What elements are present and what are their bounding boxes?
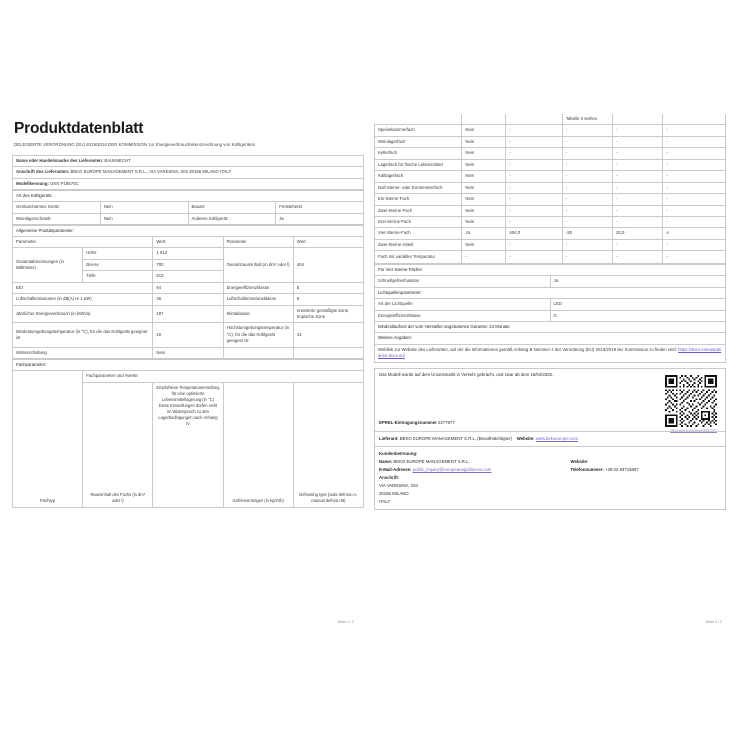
light-section: Lichtquellenparameter: [375,287,726,298]
three-star-volume: - [506,216,562,227]
customer-support-box [374,447,726,511]
noise-class-value: E [293,294,363,305]
table-row [375,114,726,125]
zero-star-freeze: - [613,182,663,193]
chill-temp: - [562,171,612,182]
table3-blank-5 [663,114,726,125]
two-star-section-defrost: - [663,239,726,250]
chill-present: Nein [462,171,506,182]
table-row [375,344,726,362]
table-row [13,213,364,224]
low-noise-value: Nein [100,202,188,213]
cellar-present: Nein [462,148,506,159]
three-star-defrost: - [663,216,726,227]
energy-class-value: E [293,282,363,293]
winter-setting-value: Nein [153,347,223,358]
general-parameters-table [12,225,364,360]
low-noise-label: Geräuscharmes Gerät: [13,202,101,213]
four-star-section: Für Vier-Sterne-Fächer [375,264,726,275]
two-star-section-temp: - [562,239,612,250]
variable-temp-label: Fach mit variabler Temperatur [375,251,462,264]
chill-freeze: - [613,171,663,182]
support-address-line-2: 20156 MILANO [379,491,409,497]
table-row [375,159,726,170]
variable-temp-temp: - [562,251,612,264]
table-row [13,155,364,166]
model-value: GKN P19570C [50,180,79,186]
supplier-address-cell [13,167,364,178]
two-star-freeze: - [613,205,663,216]
noise-value: 36 [153,294,223,305]
max-temp-label: Höchstumgebungstemperatur (in °C), für die das Kühlgerät geeignet ist [223,323,293,347]
light-type-label: Art der Lichtquelle [375,299,551,310]
support-email-label: E-Mail-Adresse: [379,466,412,472]
table-row [375,239,726,250]
wine-present: Nein [462,136,506,147]
variable-temp-present: - [462,251,506,264]
fast-freeze-value: Ja [550,276,726,287]
one-star-volume: - [506,194,562,205]
table-row [375,251,726,264]
zero-star-label: Null-Sterne- oder Eis-Bereiterfach [375,182,462,193]
chill-volume: - [506,171,562,182]
further-info-section: Weitere Angaben: [375,333,726,344]
table-row [375,182,726,193]
two-star-present: Nein [462,205,506,216]
wine-cabinet-value: Nein [100,213,188,224]
supplier-contact-label: Lieferant: [379,435,399,441]
variable-temp-freeze: - [613,251,663,264]
dimension-width-label: Brei-te [83,259,153,270]
wine-temp: - [562,136,612,147]
header-value-2: Wert [293,236,363,247]
table-row [375,136,726,147]
weblink-cell [375,344,726,362]
table-row [375,194,726,205]
wine-label: Weinlagerfach [375,136,462,147]
variable-temp-defrost: - [663,251,726,264]
winter-spare-label [223,347,293,358]
supplier-name-value: BAUKNECHT [104,157,131,163]
table-row [13,305,364,323]
two-star-section-volume: - [506,239,562,250]
total-volume-label: Gesamtrauminhalt (in dm³ oder l) [223,248,293,282]
support-email-value[interactable]: public_inquiry@europeanappliances.com [412,466,492,472]
support-address-label: Anschrift: [379,475,400,481]
three-star-freeze: - [613,216,663,227]
table-row [375,310,726,321]
climate-class-value: erweiterte gemäßigte Zone, tropische Zone [293,305,363,323]
fresh-food-present: Nein [462,159,506,170]
zero-star-defrost: - [663,182,726,193]
light-type-value: LED [550,299,726,310]
wine-cabinet-label: Weinlagerschrank: [13,213,101,224]
table-row [13,323,364,347]
qr-code-icon[interactable] [665,375,717,427]
pantry-label: Speisekammerfach [375,125,462,136]
qr-code-block [665,375,717,433]
fresh-food-volume: - [506,159,562,170]
table-row [375,321,726,332]
four-star-present: Ja [462,228,506,239]
weblink-text: Weblink zur Website des Lieferanten, auf der die Informationen gemäß Anhang B Nummer 4 der Verordnung (EU) 2019/2019 der Kommission zu finden sind: [378,346,677,352]
eprel-row [375,417,517,430]
dimension-height-value: 1 912 [153,248,223,259]
support-website-label: Website: [570,458,589,464]
pantry-temp: - [562,125,612,136]
table-row [375,205,726,216]
pantry-present: Nein [462,125,506,136]
cellar-label: Kellerfach [375,148,462,159]
build-type-value: Freistehend [276,202,364,213]
compartment-group-header: Fachparameter und #werte [83,371,364,382]
supplier-name-cell [13,155,364,166]
noise-label: Luftschallemissionen (in dB(A) re 1 pW) [13,294,153,305]
four-star-label: Vier-Sterne-Fach [375,228,462,239]
cellar-volume: - [506,148,562,159]
eei-label: EEI [13,282,153,293]
one-star-freeze: - [613,194,663,205]
four-star-volume: 404,0 [506,228,562,239]
min-temp-label: Mindestumgebungstemperatur (in °C), für die das Kühlgerät geeignet ist [13,323,153,347]
warranty-row: Mindestlaufzeit der vom Hersteller angebotenen Garantie: 24 Monate [375,321,726,332]
fresh-food-temp: - [562,159,612,170]
fresh-food-label: Lagerfach für frische Lebensmittel [375,159,462,170]
build-type-label: Bauart: [188,202,276,213]
support-phone-value: +39 02 83715807 [605,466,639,472]
table-row [375,228,726,239]
one-star-temp: - [562,194,612,205]
supplier-contact-box [374,432,726,447]
dimension-depth-label: Tiefe [83,271,153,282]
min-temp-value: 10 [153,323,223,347]
support-website-cell [571,458,721,466]
model-cell [13,178,364,189]
four-star-temp: -20 [562,228,612,239]
support-phone-cell [571,466,721,474]
energy-class-label: Energieeffizienzklasse [223,282,293,293]
support-name-cell [379,458,571,466]
table3-top-header: Tabelle 3 stehen [562,114,612,125]
four-star-freeze: 20,0 [613,228,663,239]
annual-energy-value: 187 [153,305,223,323]
zero-star-temp: - [562,182,612,193]
support-address-line-3: ITALY [379,499,391,505]
compartment-section: Fachparameter: [13,359,364,370]
table3-compartments [374,114,726,264]
two-star-defrost: - [663,205,726,216]
supplier-line [375,432,725,446]
compartment-freezing-header: Gefriervermögen (in kg/24h) [223,382,293,507]
table3-blank-2 [462,114,506,125]
table-row [13,371,364,382]
chill-defrost: - [663,171,726,182]
table-row [13,167,364,178]
annual-energy-label: Jährlicher Energieverbrauch (in kWh/a) [13,305,153,323]
eei-value: 64 [153,282,223,293]
one-star-defrost: - [663,194,726,205]
variable-temp-volume: - [506,251,562,264]
customer-support-section [375,447,725,510]
light-class-label: Energieeffizienzklasse [375,310,551,321]
chill-label: Kaltlagerfach [375,171,462,182]
wine-defrost: - [663,136,726,147]
zero-star-present: Nein [462,182,506,193]
supplier-contact-value: BEKO EUROPE MANAGEMENT S.R.L. (Bevollmächtigter) [399,435,512,441]
supplier-address-label: Anschrift des Lieferanten: [16,169,70,175]
winter-spare-value [293,347,363,358]
dimension-width-value: 700 [153,259,223,270]
two-star-label: Zwei-Sterne-Fach [375,205,462,216]
eprel-label: EPREL-Eintragungsnummer [379,419,437,425]
one-star-present: Nein [462,194,506,205]
table3-blank-1 [375,114,462,125]
regulation-subtitle: DELEGIERTE VERORDNUNG (EU) 2019/2016 DER KOMMISSION zur Energieverbrauchskennzeichnung von Kühlgeräten [14,142,256,148]
support-email-row [379,466,721,474]
zero-star-volume: - [506,182,562,193]
table-row [13,202,364,213]
table-row [13,294,364,305]
winter-setting-label: Winterschaltung [13,347,153,358]
supplier-identity-table [12,155,364,190]
table3-blank-4 [613,114,663,125]
page-footer-left: Seite 1 / 2 [337,620,354,624]
table-row [13,225,364,236]
header-parameter-1: Parameter [13,236,153,247]
eprel-value: 2277977 [437,419,455,425]
two-star-temp: - [562,205,612,216]
cellar-freeze: - [613,148,663,159]
dimension-height-label: Höhe [83,248,153,259]
table-row [13,190,364,201]
two-star-section-label: Zwei-Sterne-Abteil [375,239,462,250]
table-row [375,276,726,287]
table-row [375,125,726,136]
appliance-type-section: Art des Kühlgeräts: [13,190,364,201]
qr-caption-link[interactable]: https://eprel.ec.europa.eu/qr/2277977 [670,428,717,433]
compartment-type-header: Fachtyp [13,371,83,507]
compartment-temp-header: Empfohlene Temperatureinstellung für eine optimierte Lebensmittellagerung (in °C) Diese Einstellungen dürfen nicht im Widerspruch zu den Lagerbedingungen nach Anhang IV [153,382,223,507]
support-name-value: BEKO EUROPE MANAGEMENT S.R.L. [393,458,470,464]
two-star-volume: - [506,205,562,216]
cellar-defrost: - [663,148,726,159]
table-row [375,287,726,298]
other-appliance-label: Anderes Kühlgerät: [188,213,276,224]
table-row [375,299,726,310]
pantry-defrost: - [663,125,726,136]
table-row [375,216,726,227]
table-row [13,282,364,293]
table-row [13,178,364,189]
general-parameters-section: Allgemeine Produktparameter: [13,225,364,236]
pantry-freeze: - [613,125,663,136]
compartment-parameters-table [12,359,364,508]
total-volume-value: 404 [293,248,363,282]
table-row [375,148,726,159]
dimensions-label: Gesamtabmessungen (in Millimeter) [13,248,83,282]
header-parameter-2: Parameter [223,236,293,247]
support-address-block [379,474,721,506]
support-email-cell [379,466,571,474]
one-star-label: Ein-Sterne-Fach [375,194,462,205]
supplier-address-value: BEKO EUROPE MANAGEMENT S.R.L., VIA VARESINA, 204 20156 MILANO ITALY [70,169,232,175]
support-address-line-1: VIA VARESINA, 204 [379,483,418,489]
supplier-name-label: Name oder Handelsmarke des Lieferanten: [16,157,104,163]
pantry-volume: - [506,125,562,136]
extra-parameters-table [374,264,726,363]
dimension-depth-value: 813 [153,271,223,282]
support-name-row [379,458,721,466]
three-star-temp: - [562,216,612,227]
fresh-food-defrost: - [663,159,726,170]
table-row [375,264,726,275]
table-row [13,347,364,358]
table-row [13,248,364,259]
table-row [13,359,364,370]
page-two [366,110,732,630]
wine-volume: - [506,136,562,147]
other-appliance-value: Ja [276,213,364,224]
fresh-food-freeze: - [613,159,663,170]
wine-freeze: - [613,136,663,147]
supplier-weblink[interactable]: https://docs.emeaappliance-docs.eu/ [378,346,722,359]
climate-class-label: Klimaklasse: [223,305,293,323]
model-label: Modellkennung: [16,180,49,186]
four-star-defrost: A [663,228,726,239]
appliance-type-table [12,190,364,225]
page-footer-right: Seite 2 / 2 [705,620,722,624]
compartment-volume-header: Rauminhalt des Fachs (in dm³ oder l) [83,382,153,507]
max-temp-value: 43 [293,323,363,347]
cellar-temp: - [562,148,612,159]
table-row-header [13,236,364,247]
page-title: Produktdatenblatt [14,120,144,137]
three-star-present: Nein [462,216,506,227]
three-star-label: Drei-Sterne-Fach [375,216,462,227]
two-star-section-present: Nein [462,239,506,250]
page-one [4,110,370,630]
header-value-1: Wert [153,236,223,247]
table3-blank-3 [506,114,562,125]
fast-freeze-label: Schnellgefrierfunktion [375,276,551,287]
table-row [375,333,726,344]
support-phone-label: Telefonnummer: [570,466,604,472]
market-statement: Das Modell wurde auf dem Unionsmarkt in Verkehr gebracht, und zwar ab dem 16/04/2025. [379,371,554,377]
light-class-value: G [550,310,726,321]
support-name-label: Name: [379,458,393,464]
two-star-section-freeze: - [613,239,663,250]
support-heading: Kundenbetreuung: [379,450,418,456]
noise-class-label: Luftschallemissionsklasse [223,294,293,305]
market-placement-box [374,368,726,432]
compartment-defrost-header: Defrosting type (auto-defrost=A, manual defrost=M) [293,382,363,507]
supplier-website-label: Website: [516,435,535,441]
table-row [375,171,726,182]
supplier-website-value[interactable]: www.bekoeurope.com [535,435,579,441]
